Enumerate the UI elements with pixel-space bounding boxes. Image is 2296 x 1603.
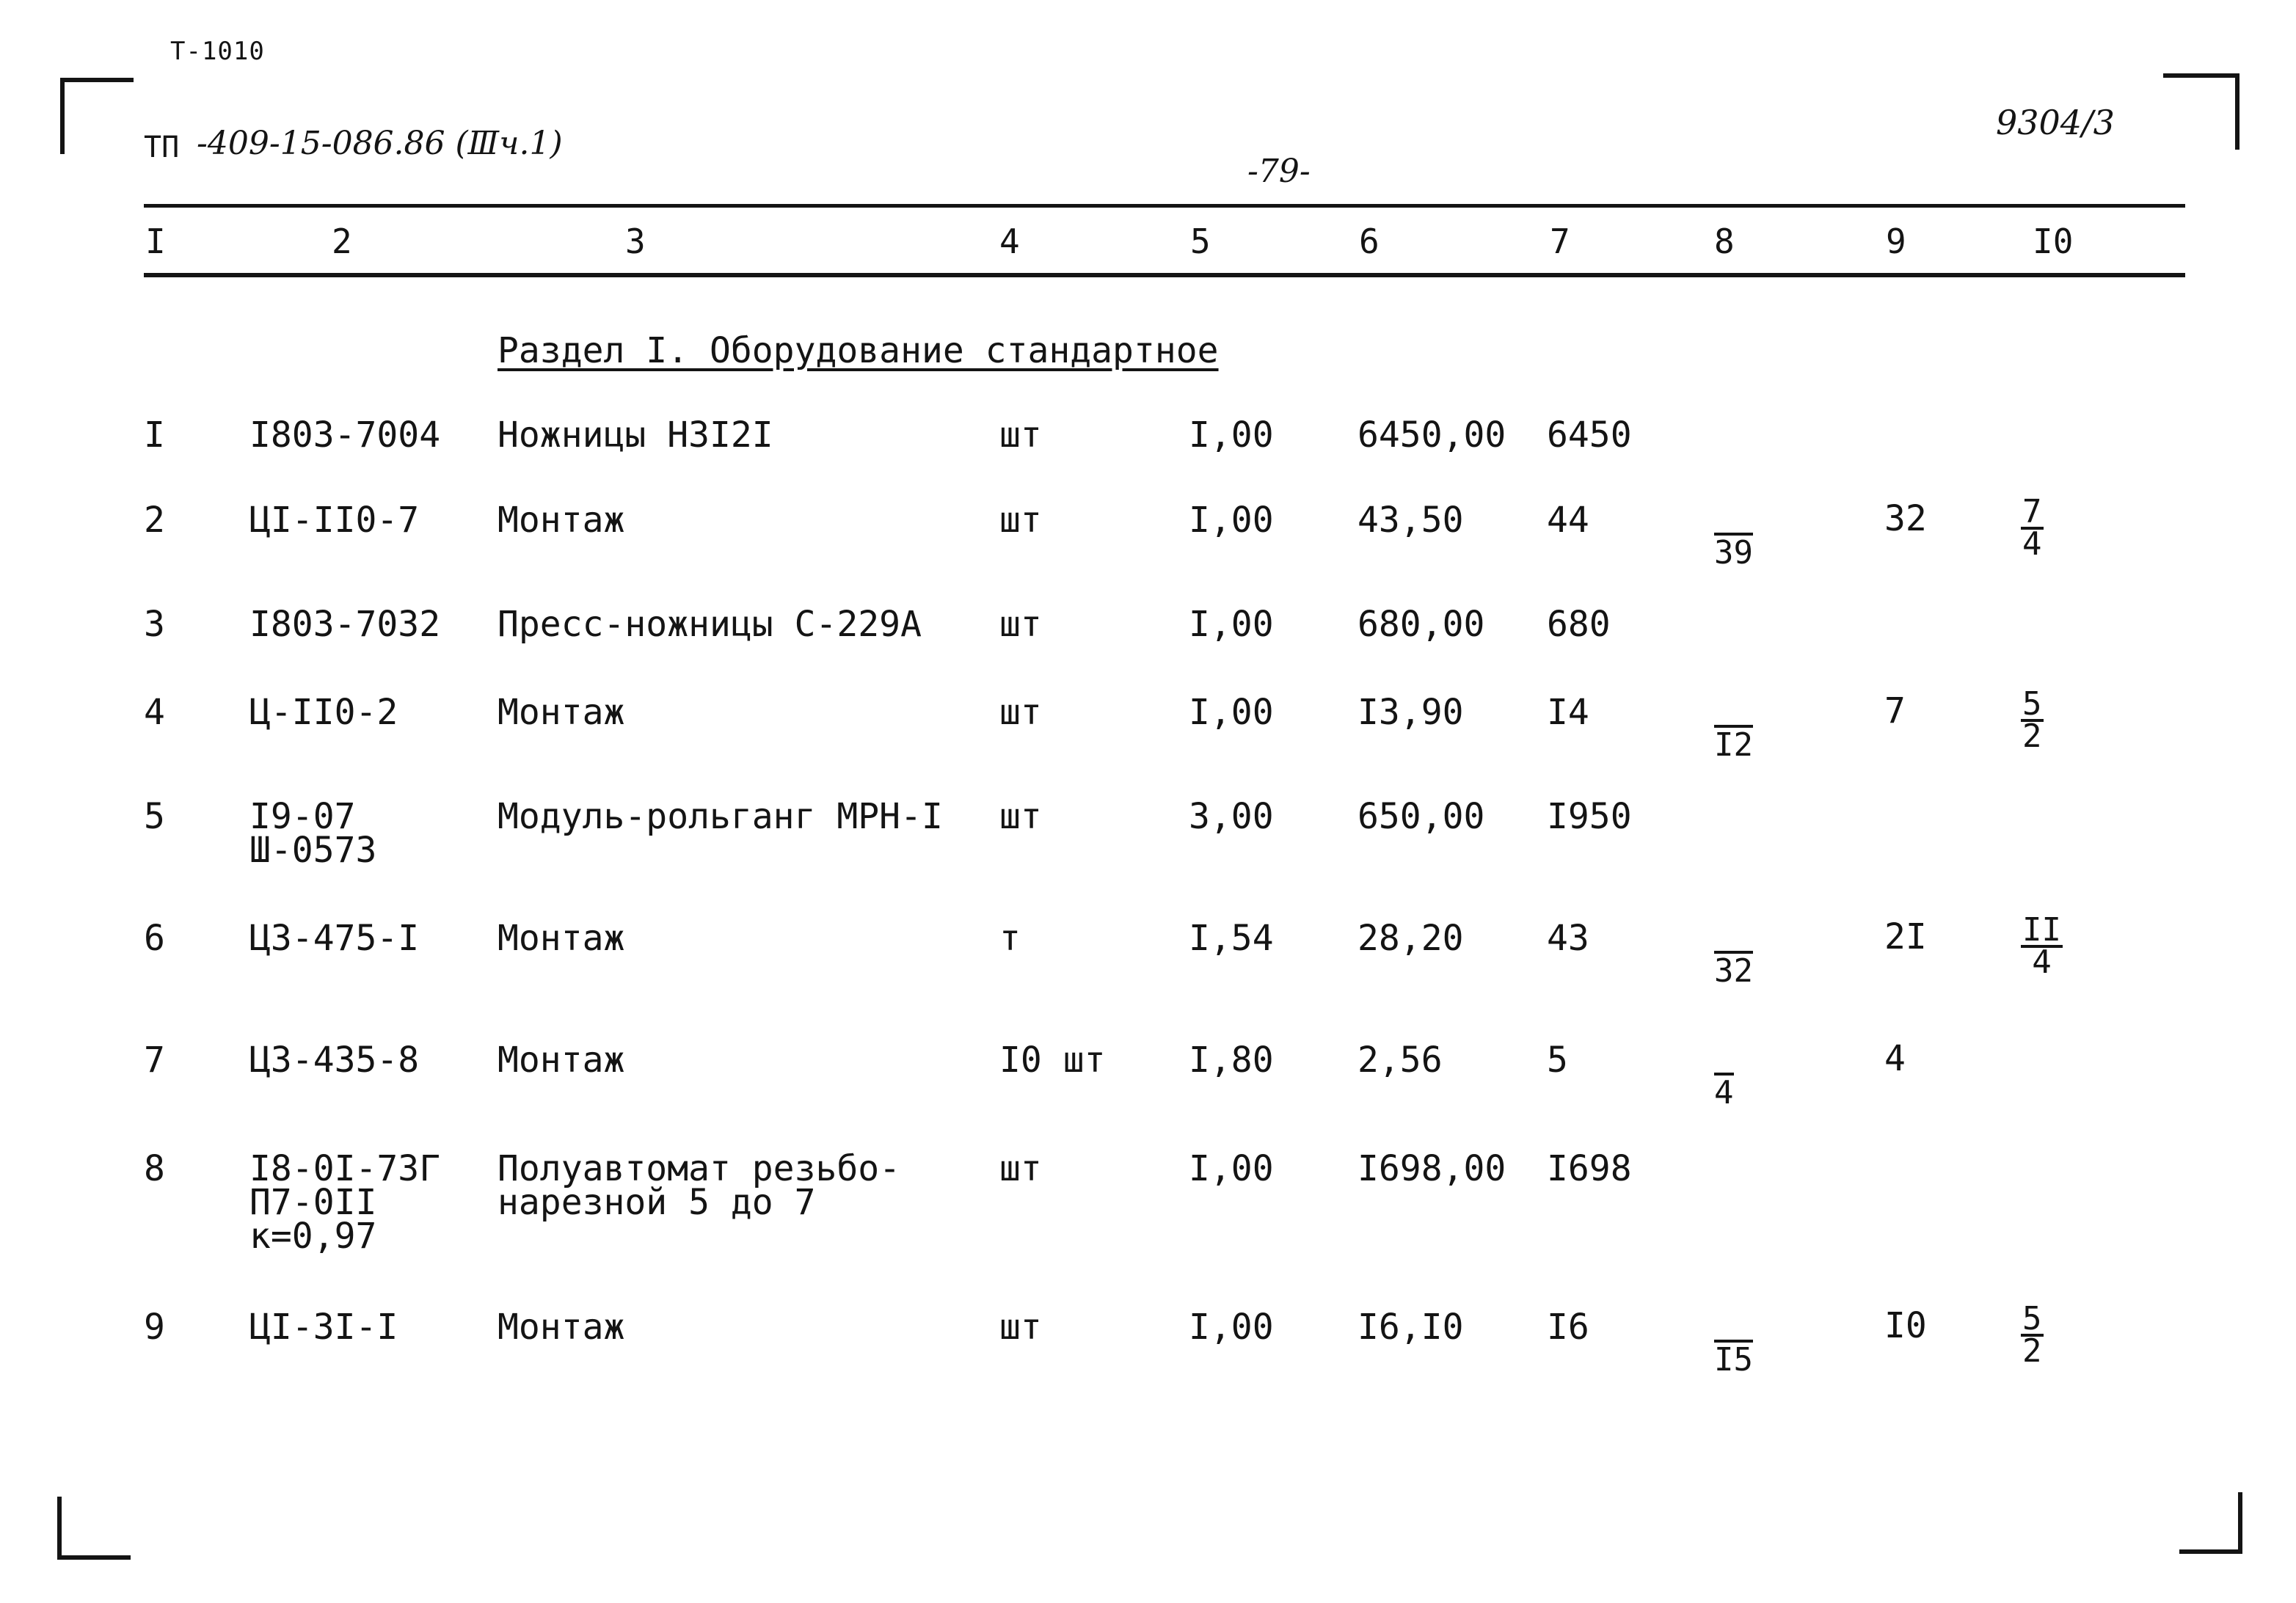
row-name-line: Полуавтомат резьбо- [498,1148,901,1189]
corner-mark-bottom-left-h [57,1555,131,1560]
corner-mark-bottom-right [2238,1492,2242,1554]
corner-mark-top-left-h [60,78,134,82]
column-header-1: I [145,222,166,261]
row-unit: I0 шт [999,1040,1106,1081]
row-name-line: Ножницы НЗI2I [498,415,773,456]
row-col10-fraction [2022,685,2042,755]
column-header-9: 9 [1886,222,1906,261]
row-total: 5 [1547,1040,1568,1081]
title-prefix: ТП [144,131,180,164]
row-unit-price: 28,20 [1357,918,1464,959]
row-number: I [144,415,165,456]
row-code-line: Ц3-435-8 [249,1040,420,1081]
row-total: 6450 [1547,415,1632,456]
row-col9-value: 7 [1884,690,1906,731]
row-code-line: П7-0II [249,1182,377,1223]
row-unit-price: 650,00 [1357,796,1485,837]
row-quantity: I,00 [1189,1148,1274,1189]
column-header-8: 8 [1714,222,1735,261]
row-col10-fraction [2022,1300,2042,1370]
row-number: 5 [144,796,165,837]
row-total: 43 [1547,918,1589,959]
row-unit: т [999,918,1021,959]
row-unit: шт [999,692,1042,733]
row-name-line: Пресс-ножницы С-229А [498,604,922,645]
row-unit-price: 2,56 [1357,1040,1443,1081]
row-col9-value: 2I [1884,916,1927,957]
row-number: 8 [144,1148,165,1189]
row-quantity: I,80 [1189,1040,1274,1081]
row-number: 2 [144,500,165,541]
row-col8-value: I2 [1714,726,1753,764]
row-col8-value: 4 [1714,1074,1734,1111]
fraction-numerator: 5 [2022,685,2042,723]
row-unit-price: 43,50 [1357,500,1464,541]
row-code-line: I803-7032 [249,604,441,645]
corner-mark-bottom-left [57,1497,62,1560]
row-code-line: I803-7004 [249,415,441,456]
column-header-2: 2 [332,222,352,261]
row-name-line: Монтаж [498,1040,625,1081]
column-header-7: 7 [1550,222,1570,261]
row-unit-price: I6,I0 [1357,1307,1464,1348]
row-name-line: Монтаж [498,1307,625,1348]
row-quantity: I,00 [1189,1307,1274,1348]
row-unit: шт [999,1307,1042,1348]
column-header-10: I0 [2033,222,2074,261]
row-code-line: к=0,97 [249,1216,377,1257]
row-name-line: Монтаж [498,692,625,733]
row-total: 680 [1547,604,1611,645]
fraction-denominator: 2 [2022,1332,2042,1370]
corner-mark-bottom-right-h [2179,1549,2242,1554]
row-col8-value: 32 [1714,952,1753,990]
column-header-5: 5 [1190,222,1211,261]
row-number: 9 [144,1307,165,1348]
row-unit-price: 680,00 [1357,604,1485,645]
document-code: Т-1010 [170,37,265,66]
row-unit: шт [999,500,1042,541]
row-name-line: нарезной 5 до 7 [498,1182,816,1223]
fraction-denominator: 2 [2022,717,2042,755]
row-quantity: I,00 [1189,604,1274,645]
row-quantity: I,00 [1189,692,1274,733]
column-header-6: 6 [1359,222,1380,261]
row-code-line: ЦI-3I-I [249,1307,398,1348]
corner-mark-top-left [60,78,65,154]
row-number: 4 [144,692,165,733]
fraction-denominator: 4 [2032,943,2052,981]
page-number: -79- [1247,153,1311,190]
row-name-line: Модуль-рольганг МРН-I [498,796,943,837]
row-col9-value: 32 [1884,498,1927,539]
row-col10-fraction [2022,493,2042,563]
row-col9-value: I0 [1884,1305,1927,1346]
row-code-line: Ц3-475-I [249,918,420,959]
row-code-line: Ц-II0-2 [249,692,398,733]
corner-mark-top-right [2235,73,2239,150]
column-header-3: 3 [625,222,646,261]
row-number: 3 [144,604,165,645]
row-total: I698 [1547,1148,1632,1189]
row-col9-value: 4 [1884,1038,1906,1079]
row-code-line: I8-0I-73Г [249,1148,441,1189]
row-unit-price: 6450,00 [1357,415,1506,456]
section-title: Раздел I. Оборудование стандартное [498,330,1219,371]
row-code-line: ЦI-II0-7 [249,500,420,541]
row-code-line: I9-07 [249,796,356,837]
row-unit: шт [999,796,1042,837]
row-total: I6 [1547,1307,1589,1348]
fraction-denominator: 4 [2022,525,2042,563]
row-code-line: Ш-0573 [249,830,377,871]
row-name-line: Монтаж [498,500,625,541]
column-header-4: 4 [999,222,1020,261]
row-unit: шт [999,1148,1042,1189]
fraction-numerator: 7 [2022,493,2042,530]
header-bottom-rule [144,273,2185,277]
fraction-numerator: 5 [2022,1300,2042,1337]
row-name-line: Монтаж [498,918,625,959]
row-quantity: I,54 [1189,918,1274,959]
row-unit-price: I3,90 [1357,692,1464,733]
row-number: 7 [144,1040,165,1081]
row-unit: шт [999,604,1042,645]
corner-mark-top-right-h [2163,73,2239,78]
row-quantity: I,00 [1189,500,1274,541]
project-number: -409-15-086.86 (Ⅲч.1) [197,125,563,162]
archive-stamp-number: 9304/3 [1996,103,2115,142]
row-total: I950 [1547,796,1632,837]
row-number: 6 [144,918,165,959]
row-col8-value: I5 [1714,1341,1753,1379]
row-unit-price: I698,00 [1357,1148,1506,1189]
fraction-numerator: II [2022,911,2061,949]
row-col10-fraction [2022,911,2061,981]
row-col8-value: 39 [1714,534,1753,572]
row-quantity: 3,00 [1189,796,1274,837]
row-total: 44 [1547,500,1589,541]
row-total: I4 [1547,692,1589,733]
row-unit: шт [999,415,1042,456]
header-top-rule [144,204,2185,208]
row-quantity: I,00 [1189,415,1274,456]
